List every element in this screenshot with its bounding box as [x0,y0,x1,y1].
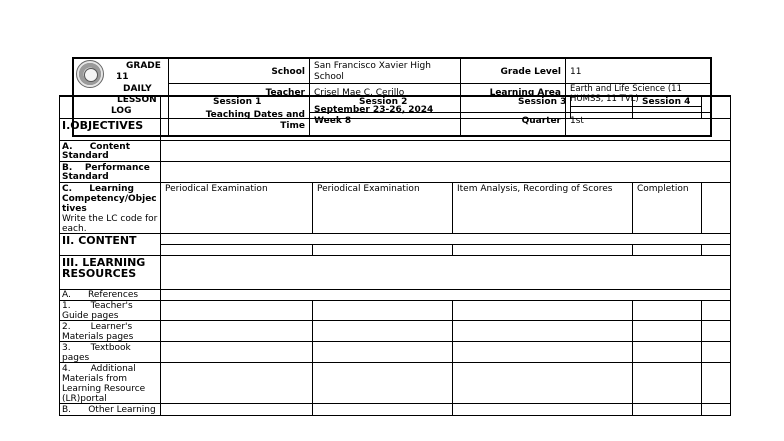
content-standard-label: A. Content [62,142,130,152]
objectives-heading: I.OBJECTIVES [62,119,144,132]
competency-label: C. Learning [62,184,134,194]
competency-session-3: Item Analysis, Recording of Scores [457,184,613,194]
learning-area-value-line1: Earth and Life Science (11 [570,84,682,94]
competency-label-2: Competency/Objec [62,194,157,204]
teaching-dates-label-line2: Time [280,121,305,131]
learning-resources-heading-1: III. LEARNING [62,256,146,269]
competency-label-3: tives [62,204,87,214]
teaching-dates-value-line1: September 23-26, 2024 [314,105,434,115]
content-heading: II. CONTENT [62,234,137,247]
additional-materials-label-2: Materials from [62,374,128,384]
session-3-header: Session 3 [518,97,567,107]
additional-materials-label: 4. Additional [62,364,136,374]
teaching-dates-label-line1: Teaching Dates and [205,110,305,120]
learning-area-label: Learning Area [489,88,561,98]
lc-code-note-line1: Write the LC code for [62,214,158,224]
log-label: LOG [111,106,132,116]
additional-materials-label-3: Learning Resource [62,384,146,394]
other-learning-label: B. Other Learning [62,405,156,415]
textbook-label: 3. Textbook [62,343,131,353]
content-standard-label-2: Standard [62,151,109,161]
lc-code-note-line2: each. [62,224,87,234]
teachers-guide-label-2: Guide pages [62,311,119,321]
school-label: School [271,67,305,77]
teacher-value: Crisel Mae C. Cerillo [314,88,405,98]
teacher-label: Teacher [265,88,305,98]
competency-session-1: Periodical Examination [165,184,268,194]
session-2-header: Session 2 [359,97,408,107]
textbook-label-2: pages [62,353,90,363]
learners-materials-label: 2. Learner's [62,322,133,332]
grade-value: 11 [116,72,129,82]
quarter-label: Quarter [521,116,561,126]
learning-resources-heading-2: RESOURCES [62,267,137,280]
competency-session-2: Periodical Examination [317,184,420,194]
school-seal [76,60,104,88]
performance-standard-label-2: Standard [62,172,109,182]
learning-area-value-line2: HUMSS, 11 TVL) [570,94,639,104]
session-1-header: Session 1 [213,97,262,107]
daily-label: DAILY [123,84,152,94]
teaching-dates-value-line2: Week 8 [314,116,352,126]
grade-level-value: 11 [570,67,582,77]
quarter-value: 1st [570,116,584,126]
lesson-label: LESSON [117,95,157,105]
grade-level-label: Grade Level [500,67,561,77]
additional-materials-label-4: (LR)portal [62,394,107,404]
session-4-header: Session 4 [642,97,691,107]
references-label: A. References [62,290,139,300]
school-value-line2: School [314,72,344,82]
grade-label: GRADE [126,61,161,71]
learners-materials-label-2: Materials pages [62,332,134,342]
school-value-line1: San Francisco Xavier High [314,61,431,71]
teachers-guide-label: 1. Teacher's [62,301,133,311]
competency-session-4: Completion [637,184,689,194]
performance-standard-label: B. Performance [62,163,150,173]
